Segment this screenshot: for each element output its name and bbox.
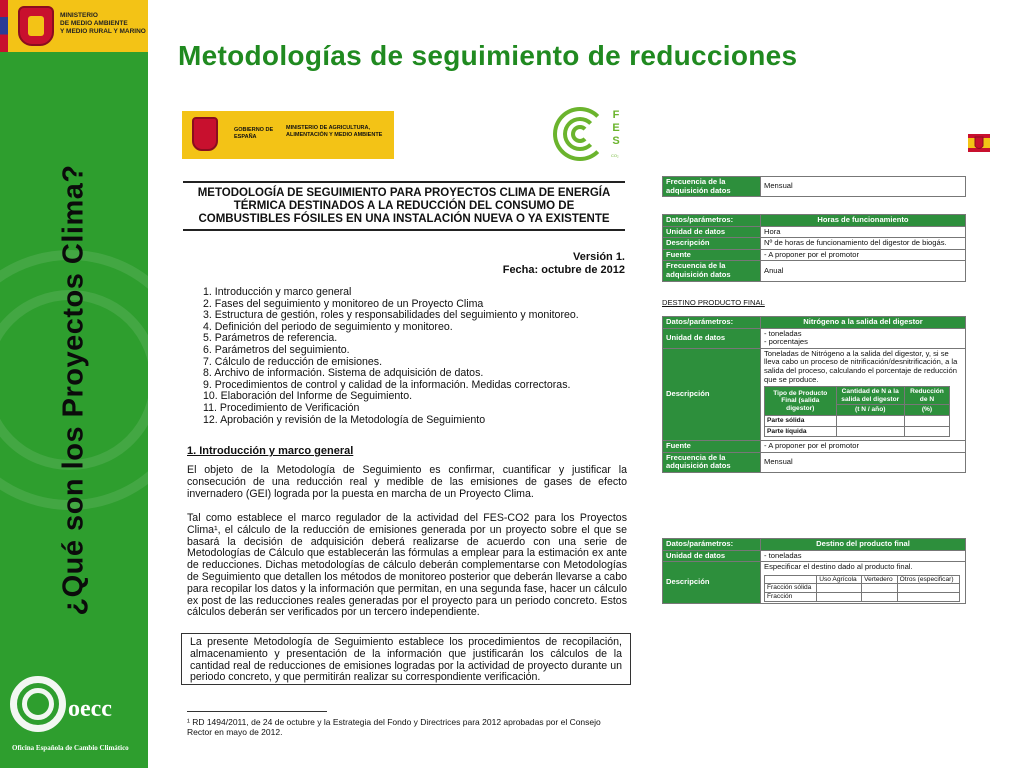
cell-header: Horas de funcionamiento (761, 215, 966, 227)
table-row (765, 426, 950, 437)
cell-value (761, 328, 966, 348)
cell-value: Nº de horas de funcionamiento del digestor de biogás. (761, 238, 966, 250)
coat-of-arms-icon (192, 117, 218, 151)
empty-cell (765, 575, 817, 584)
cell-label: Unidad de datos (663, 226, 761, 238)
section-label: DESTINO PRODUCTO FINAL (662, 298, 765, 307)
gov-left-text: GOBIERNO DE ESPAÑA (234, 127, 274, 140)
table-of-contents (203, 287, 579, 426)
cell-label: Fuente (663, 441, 761, 453)
ministry-line: MINISTERIO (60, 12, 98, 19)
empty-cell (817, 592, 862, 601)
table-row (663, 177, 966, 197)
table-row (663, 441, 966, 453)
table-row (663, 215, 966, 227)
coat-of-arms-icon (968, 130, 990, 156)
toc-item: 5. Parámetros de referencia. (203, 332, 338, 345)
table-row (663, 562, 966, 603)
cell-value (761, 348, 966, 440)
table-row (765, 584, 960, 593)
fes-letter: E (612, 122, 620, 134)
nitrogen-table (662, 316, 966, 473)
description-text: Especificar el destino dado al producto final. (764, 562, 913, 572)
footnote-divider (187, 711, 327, 712)
cell-value: - toneladas (761, 550, 966, 562)
toc-item: 3. Estructura de gestión, roles y responsabilidades del seguimiento y monitoreo. (203, 309, 579, 322)
cell-label: Frecuencia de la adquisición datos (663, 261, 761, 281)
cell-label: Frecuencia de la adquisición datos (663, 177, 761, 197)
empty-cell (836, 426, 904, 437)
gov-banner (182, 111, 394, 159)
empty-cell (862, 592, 898, 601)
cell-label: Unidad de datos (663, 328, 761, 348)
cell-label: Fuente (663, 249, 761, 261)
slide-title: Metodologías de seguimiento de reducciones (178, 40, 798, 71)
ministry-logo (0, 0, 148, 52)
column-header: Reducción de N (904, 387, 949, 405)
ministry-line: Y MEDIO RURAL Y MARINO (60, 28, 146, 35)
ministry-line: DE MEDIO AMBIENTE (60, 20, 128, 27)
table-row (765, 415, 950, 426)
version: Versión 1. (573, 251, 625, 263)
empty-cell (862, 584, 898, 593)
cell-value: - A proponer por el promotor (761, 441, 966, 453)
fes-co2-logo (553, 103, 620, 165)
cell-value: Hora (761, 226, 966, 238)
table-row (663, 328, 966, 348)
cell-label: Descripción (663, 348, 761, 440)
gov-right-text: MINISTERIO DE AGRICULTURA, ALIMENTACIÓN Y MEDIO AMBIENTE (286, 125, 383, 138)
oecc-inner-ring-icon (22, 688, 54, 720)
hours-table (662, 214, 966, 282)
unit-value: - toneladas (764, 328, 802, 338)
unit-header: (t N / año) (836, 405, 904, 416)
empty-cell (817, 584, 862, 593)
table-row (663, 348, 966, 440)
cell-label: Descripción (663, 562, 761, 603)
oecc-name: oecc (68, 696, 112, 722)
flag-strip (0, 0, 8, 52)
heading-line: COMBUSTIBLES FÓSILES EN UNA INSTALACIÓN NUEVA O YA EXISTENTE (198, 213, 610, 225)
toc-item: 11. Procedimiento de Verificación (203, 401, 360, 414)
intro-paragraph: El objeto de la Metodología de Seguimiento es confirmar, cuantificar y justificar la consecución de una reducción real y medible de las emisiones de gases de efecto invernadero (GEI) lograda por la puesta en marcha de un Proyecto Clima. (187, 464, 627, 500)
oecc-subtitle: Oficina Española de Cambio Climático (12, 744, 129, 752)
toc-item: 12. Aprobación y revisión de la Metodología de Seguimiento (203, 413, 486, 426)
document-date: Fecha: octubre de 2012 (502, 264, 625, 276)
parameter-tables (662, 130, 998, 650)
table-row (765, 387, 950, 405)
cell-header: Destino del producto final (761, 539, 966, 551)
cell-label: Datos/parámetros: (663, 539, 761, 551)
table-row (663, 539, 966, 551)
cell-value: Anual (761, 261, 966, 281)
cell-value: Mensual (761, 177, 966, 197)
table-row (663, 550, 966, 562)
heading-line: TÉRMICA DESTINADOS A LA REDUCCIÓN DEL CONSUMO DE (233, 200, 575, 212)
column-header: Tipo de Producto Final (salida digestor) (765, 387, 837, 416)
cell-label: Frecuencia de la adquisición datos (663, 452, 761, 472)
toc-item: 1. Introducción y marco general (203, 286, 352, 298)
version-info (503, 251, 625, 277)
toc-item: 7. Cálculo de reducción de emisiones. (203, 355, 383, 368)
row-label: Parte líquida (765, 426, 837, 437)
table-row (765, 592, 960, 601)
boxed-paragraph: La presente Metodología de Seguimiento establece los procedimientos de recopilación, almacenamiento y presentación de la información que justificarán los cálculos de la cantidad real de reducciones de emisiones logradas por la actividad de proyecto durante un periodo concreto, y que permitirán realizar su correspondiente verificación. (181, 633, 631, 685)
column-header: Uso Agrícola (817, 575, 862, 584)
ministry-name (60, 12, 146, 36)
empty-cell (836, 415, 904, 426)
row-label: Parte sólida (765, 415, 837, 426)
cell-header: Nitrógeno a la salida del digestor (761, 317, 966, 329)
toc-item: 9. Procedimientos de control y calidad de la información. Medidas correctoras. (203, 378, 571, 391)
cell-value: - A proponer por el promotor (761, 249, 966, 261)
toc-item: 8. Archivo de información. Sistema de adquisición de datos. (203, 367, 484, 380)
regulation-paragraph: Tal como establece el marco regulador de la actividad del FES-CO2 para los Proyectos Clima¹, el cálculo de la reducción de emisiones generada por un proyecto sobre el que se basará la decisión de adquisición deberá realizarse de acuerdo con una serie de Metodologías de Cálculo que establecerán las fórmulas a emplear para la estimación ex ante de reducciones. Dichas metodologías de cálculo deberán complementarse con Metodologías de Seguimiento que detallen los métodos de monitoreo posterior que deberán llevarse a cabo para recopilar los datos y la información que permitan, en una segunda fase, hacer un cálculo ex post de las reducciones reales generadas por el proyecto para un periodo concreto. Estos cálculos deberán ser verificados por un tercero independiente. (187, 512, 627, 619)
nitrogen-inner-table (764, 386, 950, 437)
divider (183, 229, 625, 231)
fes-co2-label: CO₂ (611, 153, 619, 158)
destination-inner-table (764, 575, 960, 602)
toc-item: 6. Parámetros del seguimiento. (203, 343, 350, 356)
cell-label: Descripción (663, 238, 761, 250)
empty-cell (897, 584, 959, 593)
unit-value: - porcentajes (764, 337, 808, 347)
document-heading (183, 187, 625, 226)
coat-of-arms-icon (18, 6, 54, 46)
table-row (663, 317, 966, 329)
toc-item: 10. Elaboración del Informe de Seguimiento. (203, 390, 413, 403)
table-row (663, 249, 966, 261)
description-text: Toneladas de Nitrógeno a la salida del digestor, y, si se lleva cabo un proceso de nitrificación/desnitrificación, a la salida del proceso, calculando el porcentaje de reducción que se produce. (764, 348, 958, 384)
table-row (765, 575, 960, 584)
table-row (663, 238, 966, 250)
methodology-document (175, 95, 637, 745)
heading-line: METODOLOGÍA DE SEGUIMIENTO PARA PROYECTOS CLIMA DE ENERGÍA (197, 187, 611, 199)
green-sidebar (0, 0, 148, 768)
column-header: Vertedero (862, 575, 898, 584)
footnote: ¹ RD 1494/2011, de 24 de octubre y la Estrategia del Fondo y Directrices para 2012 aprobadas por el Consejo Rector en mayo de 2012. (187, 717, 601, 737)
divider (183, 181, 625, 183)
empty-cell (904, 426, 949, 437)
toc-item: 2. Fases del seguimiento y monitoreo de un Proyecto Clima (203, 297, 484, 310)
cell-label: Unidad de datos (663, 550, 761, 562)
table-row (663, 452, 966, 472)
cell-label: Datos/parámetros: (663, 215, 761, 227)
fes-letter: F (612, 109, 620, 121)
toc-item: 4. Definición del periodo de seguimiento y monitoreo. (203, 320, 453, 333)
cell-value (761, 562, 966, 603)
fes-letters (611, 109, 621, 148)
column-header: Otros (especificar) (897, 575, 959, 584)
vertical-title: ¿Qué son los Proyectos Clima? (57, 164, 90, 616)
destination-table (662, 538, 966, 604)
column-header: Cantidad de N a la salida del digestor (836, 387, 904, 405)
cell-label: Datos/parámetros: (663, 317, 761, 329)
cell-value: Mensual (761, 452, 966, 472)
fes-letter: S (612, 135, 620, 147)
empty-cell (897, 592, 959, 601)
row-label: Fracción (765, 592, 817, 601)
empty-cell (904, 415, 949, 426)
table-row (663, 261, 966, 281)
frequency-table (662, 176, 966, 197)
section-title: 1. Introducción y marco general (187, 445, 354, 457)
fes-ring-icon (571, 125, 589, 143)
table-row (663, 226, 966, 238)
unit-header: (%) (904, 405, 949, 416)
row-label: Fracción sólida (765, 584, 817, 593)
